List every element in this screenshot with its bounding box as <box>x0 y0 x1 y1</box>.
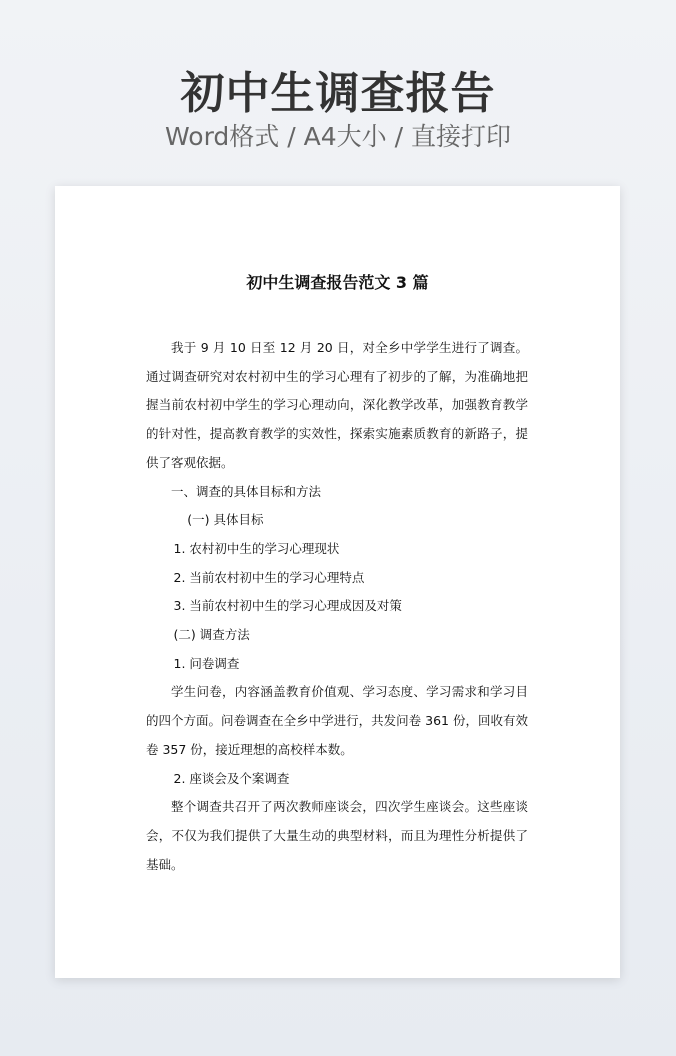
paragraph-intro: 我于 9 月 10 日至 12 月 20 日，对全乡中学学生进行了调查。通过调查研究对农村初中生的学习心理有了初步的了解，为准确地把握当前农村初中学生的学习心理动向，深化教学改革，加强教育教学的针对性，提高教育教学的实效性，探索实施素质教育的新路子，提供了客观依据。 <box>146 340 528 470</box>
document-body <box>146 334 528 879</box>
section-heading: 一、调查的具体目标和方法 <box>171 483 322 499</box>
page-subtitle: Word格式 / A4大小 / 直接打印 <box>165 122 511 151</box>
subsection-heading-methods: (二) 调查方法 <box>173 627 250 643</box>
method-heading-questionnaire: 1. 问卷调查 <box>173 655 240 671</box>
subsection-heading-goals: (一) 具体目标 <box>187 512 264 528</box>
list-item: 2. 当前农村初中生的学习心理特点 <box>173 569 365 585</box>
paragraph-questionnaire: 学生问卷，内容涵盖教育价值观、学习态度、学习需求和学习目的四个方面。问卷调查在全乡中学进行，共发问卷 361 份，回收有效卷 357 份，接近理想的高校样本数。 <box>146 684 528 757</box>
page-title: 初中生调查报告 <box>180 68 496 119</box>
list-item: 3. 当前农村初中生的学习心理成因及对策 <box>173 598 402 614</box>
method-heading-interviews: 2. 座谈会及个案调查 <box>173 770 290 786</box>
document-page <box>55 186 620 978</box>
document-title: 初中生调查报告范文 3 篇 <box>246 273 429 292</box>
paragraph-interviews: 整个调查共召开了两次教师座谈会，四次学生座谈会。这些座谈会，不仅为我们提供了大量生动的典型材料，而且为理性分析提供了基础。 <box>146 799 528 872</box>
list-item: 1. 农村初中生的学习心理现状 <box>173 540 340 556</box>
